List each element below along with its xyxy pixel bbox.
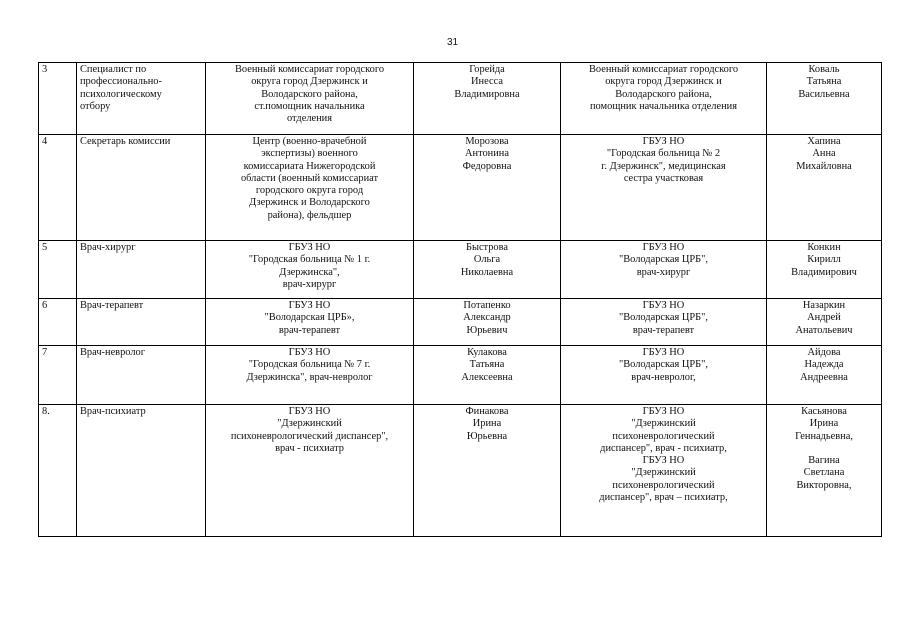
cell-text-line: Врач-невролог [80,347,145,358]
main-organization-cell [206,135,414,241]
cell-text-line: Потапенко [463,300,511,311]
role-cell [77,241,206,299]
cell-text-line: Владимировна [454,88,520,100]
reserve-organization-cell [561,135,767,241]
row-number [39,135,77,241]
cell-text-line: психологическому [80,88,162,100]
cell-text: 5 [42,242,48,253]
reserve-member-name-cell [767,405,882,537]
cell-text-line: психоневрологический диспансер", [230,430,389,442]
cell-text-line: Володарского района, [261,88,358,100]
cell-text-line: Ирина [809,418,839,430]
cell-text-line: Кирилл [807,254,841,266]
cell-text-line: Дзержинск и Володарского [249,197,370,209]
cell-text-line: Антонина [465,148,509,160]
row-number [39,63,77,135]
reserve-member-name-cell [767,135,882,241]
cell-text-line: ст.помощник начальника [254,100,365,112]
main-member-name-cell [414,405,561,537]
cell-text-line: Татьяна [806,76,842,88]
cell-text-line: Андреевна [800,371,848,383]
cell-text-line: Ирина [472,418,502,430]
cell-text-line: "Дзержинский [631,467,696,479]
role-cell [77,63,206,135]
reserve-member-name-cell [767,63,882,135]
reserve-member-name-cell [767,299,882,346]
cell-text-line: Ольга [473,254,501,266]
cell-text-line: отделения [286,113,333,125]
cell-text-line: Специалист по [80,64,147,75]
cell-text-line: Врач-хирург [80,242,136,253]
role-cell [77,405,206,537]
cell-text-line: Назаркин [802,300,846,311]
cell-text-line: округа город Дзержинск и [605,76,722,88]
cell-text-line: сестра участковая [623,172,704,184]
cell-text-line: Федоровна [462,160,512,172]
cell-text-line: Михайловна [796,160,852,172]
cell-text: 3 [42,64,48,75]
cell-text-line: Володарского района, [615,88,712,100]
cell-text-line: Дзержинска", [279,266,340,278]
main-member-name-cell [414,63,561,135]
cell-text-line: "Дзержинский [631,418,696,430]
cell-text-line: врач-невролог, [631,371,696,383]
cell-text: 6 [42,300,48,311]
cell-text-line: ГБУЗ НО [642,347,685,358]
cell-text-line: психоневрологический [612,430,715,442]
row-number [39,299,77,346]
table-row [39,346,882,405]
role-cell [77,135,206,241]
cell-text-line: района), фельдшер [267,209,352,221]
cell-text-line: "Городская больница № 7 г. [248,359,371,371]
cell-text-line: ГБУЗ НО [288,406,331,417]
main-organization-cell [206,241,414,299]
cell-text-line: ГБУЗ НО [642,406,685,417]
cell-text-line: Морозова [465,136,509,147]
row-number [39,241,77,299]
cell-text-line: Конкин [807,242,841,253]
cell-text-line: врач-терапевт [632,324,695,336]
cell-text-line: Горейда [469,64,505,75]
cell-text-line: "Володарская ЦРБ», [264,312,355,324]
cell-text-line: Финакова [465,406,509,417]
cell-text-line: Анатольевич [795,324,853,336]
cell-text-line: "Володарская ЦРБ", [619,359,708,371]
table-row [39,405,882,537]
cell-text-line: "Володарская ЦРБ", [619,254,708,266]
cell-text-line: ГБУЗ НО [642,242,685,253]
cell-text-line: Хапина [807,136,841,147]
cell-text-line: Юрьевна [466,430,508,442]
cell-text-line: "Городская больница № 1 г. [248,254,371,266]
cell-text-line: Кулакова [467,347,507,358]
reserve-organization-cell [561,241,767,299]
cell-text-line: Врач-терапевт [80,300,144,311]
cell-text-line: профессионально- [80,76,162,88]
cell-text-line: ГБУЗ НО [642,455,685,467]
cell-text-line: Александр [463,312,511,324]
cell-text-line: врач-хирург [636,266,691,278]
cell-text-line: Николаевна [460,266,514,278]
cell-text-line: Татьяна [469,359,505,371]
cell-text-line: диспансер", врач – психиатр, [599,492,728,504]
cell-text-line: Центр (военно-врачебной [252,136,367,147]
table-row [39,299,882,346]
reserve-member-name-cell [767,241,882,299]
reserve-organization-cell [561,63,767,135]
cell-text-line: экспертизы) военного [261,148,358,160]
cell-text-line: Андрей [807,312,841,324]
cell-text-line: Айдова [807,347,841,358]
cell-text-line: ГБУЗ НО [288,300,331,311]
cell-text-line: Военный комиссариат городского [234,64,385,75]
cell-text-line: врач - психиатр [275,442,344,454]
main-organization-cell [206,405,414,537]
role-cell [77,346,206,405]
cell-text-line: Надежда [804,359,844,371]
cell-text-line: Вагина [808,455,840,467]
cell-text-line: Васильевна [798,88,850,100]
cell-text-line: городского округа город [255,185,364,197]
cell-text-line: ГБУЗ НО [288,347,331,358]
cell-text-line: Секретарь комиссии [80,136,171,147]
reserve-organization-cell [561,346,767,405]
main-member-name-cell [414,241,561,299]
cell-text-line: Светлана [803,467,845,479]
cell-text-line: ГБУЗ НО [642,300,685,311]
cell-text-line: ГБУЗ НО [642,136,685,147]
table-row [39,135,882,241]
cell-text-line: Врач-психиатр [80,406,146,417]
cell-text-line: помощник начальника отделения [590,100,737,112]
main-organization-cell [206,63,414,135]
main-member-name-cell [414,135,561,241]
cell-text-line: психоневрологический [612,479,715,491]
cell-text-line: г. Дзержинск", медицинская [601,160,726,172]
main-member-name-cell [414,299,561,346]
cell-text: 8. [42,406,50,417]
cell-text: 7 [42,347,48,358]
commission-table [38,62,882,537]
row-number [39,346,77,405]
page-number: 31 [446,37,459,48]
main-organization-cell [206,346,414,405]
cell-text-line: диспансер", врач - психиатр, [600,442,727,454]
cell-text-line: Касьянова [801,406,847,417]
cell-text-line: "Городская больница № 2 [606,148,721,160]
role-cell [77,299,206,346]
cell-text-line: врач-хирург [282,278,337,290]
cell-text-line [770,443,878,455]
cell-text-line: Быстрова [466,242,508,253]
cell-text-line: Викторовна, [796,479,852,491]
cell-text-line: Инесса [471,76,503,88]
cell-text-line: врач-терапевт [278,324,341,336]
cell-text: 4 [42,136,48,147]
cell-text-line: "Дзержинский [277,418,342,430]
cell-text-line: отбору [80,100,111,112]
table-row [39,63,882,135]
reserve-organization-cell [561,405,767,537]
table-row [39,241,882,299]
reserve-member-name-cell [767,346,882,405]
main-organization-cell [206,299,414,346]
cell-text-line: Юрьевич [466,324,508,336]
cell-text-line: Алексеевна [461,371,513,383]
cell-text-line: Коваль [808,64,840,75]
cell-text-line: Дзержинска", врач-невролог [246,371,373,383]
cell-text-line: округа город Дзержинск и [251,76,368,88]
main-member-name-cell [414,346,561,405]
row-number [39,405,77,537]
cell-text-line: "Володарская ЦРБ", [619,312,708,324]
cell-text-line: комиссариата Нижегородской [243,160,376,172]
cell-text-line: Анна [812,148,836,160]
cell-text-line: области (военный комиссариат [240,172,379,184]
cell-text-line: Военный комиссариат городского [588,64,739,75]
reserve-organization-cell [561,299,767,346]
cell-text-line: Геннадьевна, [795,430,853,442]
cell-text-line: Владимирович [791,266,857,278]
cell-text-line: ГБУЗ НО [288,242,331,253]
